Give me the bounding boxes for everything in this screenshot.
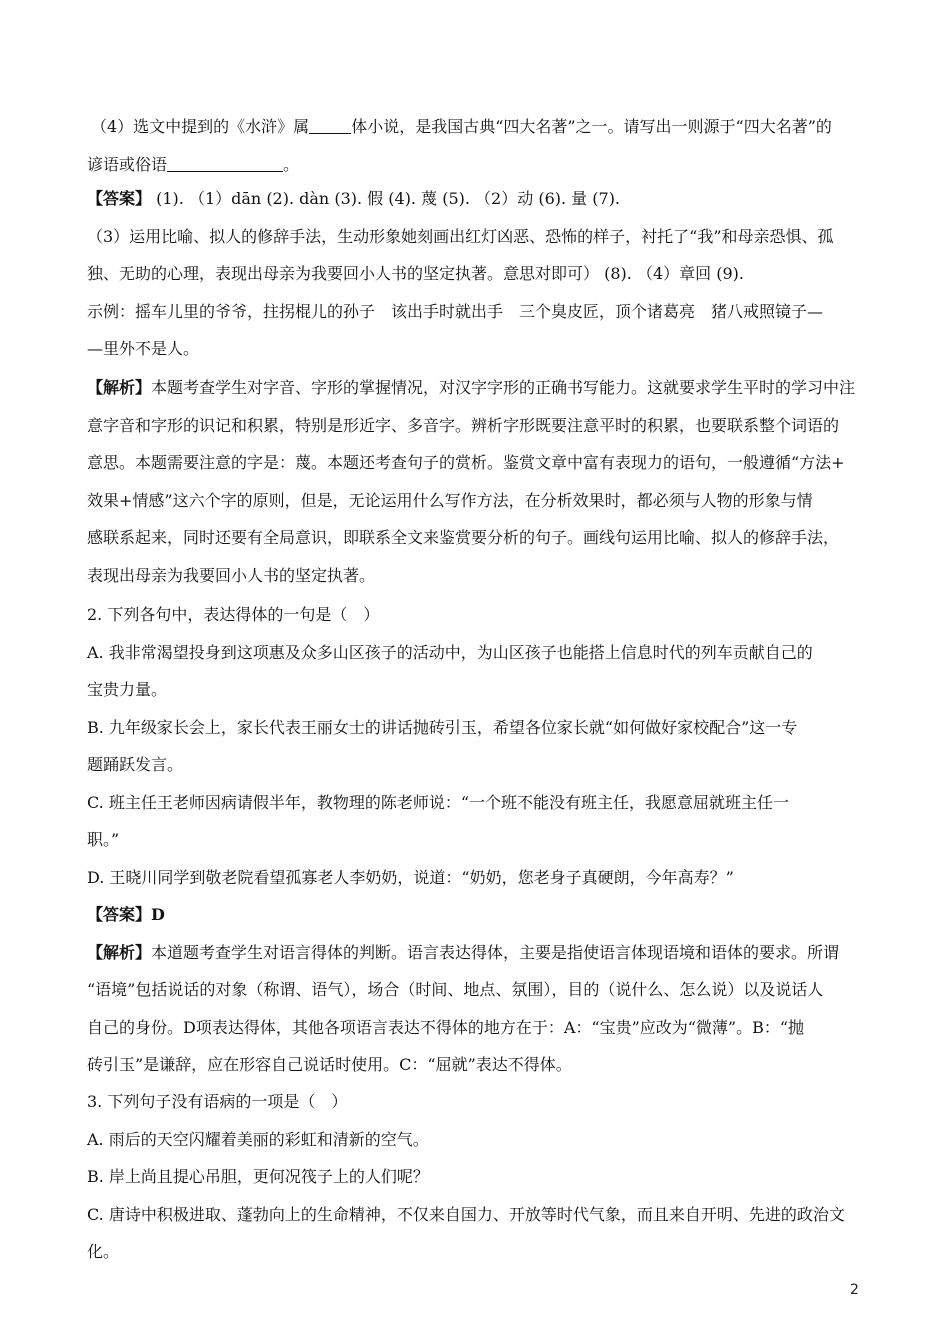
answer-item: (2). dàn xyxy=(266,189,330,208)
question-2 xyxy=(87,596,863,1084)
question-2-option-a: A. 我非常渴望投身到这项惠及众多山区孩子的活动中，为山区孩子也能搭上信息时代的列车贡献自己的 xyxy=(87,642,813,662)
question-3-option-c: C. 唐诗中积极进取、蓬勃向上的生命精神，不仅来自国力、开放等时代气象，而且来自开明、先进的政治文 xyxy=(87,1204,845,1224)
question-3-option-c-cont: 化。 xyxy=(87,1242,120,1261)
analysis-1-line-2: 意字音和字形的识记和积累，特别是形近字、多音字。辨析字形既要注意平时的积累，也要联系整个词语的 xyxy=(87,415,840,435)
answer-item: (3). 假 xyxy=(334,189,384,208)
answer-item: (7). xyxy=(592,189,621,208)
analysis-2-line-3: 自己的身份。D项表达得体，其他各项语言表达不得体的地方在于：A：“宝贵”应改为“微薄”。B：“抛 xyxy=(87,1017,805,1037)
answer-1-line-2: （3）运用比喻、拟人的修辞手法，生动形象她刻画出红灯凶恶、恐怖的样子，衬托了“我”和母亲恐惧、孤 xyxy=(87,226,834,246)
question-3-stem: 3. 下列句子没有语病的一项是（ ） xyxy=(87,1092,348,1111)
analysis-text: 本题考查学生对字音、字形的掌握情况，对汉字字形的正确书写能力。这就要求学生平时的学习中注 xyxy=(151,378,856,397)
q1-part4-text-d: 。 xyxy=(283,154,300,174)
q1-part4-text-a: （4）选文中提到的《水浒》属 xyxy=(91,117,310,136)
question-2-option-b-cont: 题踊跃发言。 xyxy=(87,755,184,774)
analysis-label: 【解析】 xyxy=(87,378,152,397)
answer-1-line-1 xyxy=(87,180,863,218)
analysis-2-line-1 xyxy=(87,934,863,972)
answer-item: (6). 量 xyxy=(538,189,588,208)
answer-item: (1). （1）dān xyxy=(156,189,262,208)
question-2-option-c-cont: 职。” xyxy=(87,830,120,849)
question-1-part-4 xyxy=(87,108,863,183)
q1-part4-text-b: 体小说，是我国古典“四大名著”之一。请写出一则源于“四大名著”的 xyxy=(351,117,832,136)
question-2-option-b: B. 九年级家长会上，家长代表王丽女士的讲话抛砖引玉，希望各位家长就“如何做好家校配合”这一专 xyxy=(87,717,798,737)
blank-underline xyxy=(167,155,283,172)
analysis-1-line-4: 效果+情感”这六个字的原则，但是，无论运用什么写作方法，在分析效果时，都必须与人物的形象与情 xyxy=(87,490,813,510)
answer-text: 独、无助的心理，表现出母亲为我要回小人书的坚定执著。意思对即可） xyxy=(87,264,600,283)
answer-1 xyxy=(87,180,863,368)
answer-label: 【答案】 xyxy=(87,189,152,208)
question-3-option-b: B. 岸上尚且提心吊胆，更何况筏子上的人们呢？ xyxy=(87,1167,429,1186)
analysis-2-line-2: “语境”包括说话的对象（称谓、语气），场合（时间、地点、氛围），目的（说什么、怎么说）以及说话人 xyxy=(87,980,824,999)
blank-underline xyxy=(309,117,351,134)
answer-1-line-3 xyxy=(87,255,863,293)
q1-part4-text-c: 谚语或俗语 xyxy=(87,154,168,174)
answer-item: (8). （4）章回 xyxy=(604,264,712,283)
question-2-stem: 2. 下列各句中，表达得体的一句是（ ） xyxy=(87,605,380,624)
answer-item: (9). xyxy=(716,264,744,283)
analysis-2-line-4: 砖引玉”是谦辞，应在形容自己说话时使用。C：“屈就”表达不得体。 xyxy=(87,1055,572,1074)
question-3-option-a: A. 雨后的天空闪耀着美丽的彩虹和清新的空气。 xyxy=(87,1129,429,1149)
analysis-label: 【解析】 xyxy=(87,942,152,962)
analysis-1-line-1 xyxy=(87,369,863,407)
q1-part4-line-2 xyxy=(87,146,863,184)
answer-1-line-5: —里外不是人。 xyxy=(87,339,200,358)
q1-part4-line-1 xyxy=(87,108,863,146)
question-2-option-c: C. 班主任王老师因病请假半年，教物理的陈老师说：“一个班不能没有班主任，我愿意屈就班主任一 xyxy=(87,792,790,812)
analysis-1-line-5: 感联系起来，同时还要有全局意识，即联系全文来鉴赏要分析的句子。画线句运用比喻、拟人的修辞手法， xyxy=(87,528,840,547)
page-number: 2 xyxy=(850,1282,859,1298)
analysis-1-line-3: 意思。本题需要注意的字是：蔑。本题还考查句子的赏析。鉴赏文章中富有表现力的语句，一般遵循“方法+ xyxy=(87,453,845,472)
analysis-1 xyxy=(87,369,863,594)
analysis-text: 本道题考查学生对语言得体的判断。语言表达得体，主要是指使语言体现语境和语体的要求。所谓 xyxy=(151,942,840,962)
question-3 xyxy=(87,1083,863,1271)
answer-item: (5). （2）动 xyxy=(442,189,534,208)
answer-1-line-4: 示例：摇车儿里的爷爷，拄拐棍儿的孙子 该出手时就出手 三个臭皮匠，顶个诸葛亮 猪八戒照镜子— xyxy=(87,301,824,321)
answer-item: (4). 蔑 xyxy=(388,189,438,208)
question-2-option-d: D. 王晓川同学到敬老院看望孤寡老人李奶奶，说道：“奶奶，您老身子真硬朗，今年高寿？” xyxy=(87,867,734,887)
question-2-option-a-cont: 宝贵力量。 xyxy=(87,680,168,699)
question-2-answer: 【答案】D xyxy=(87,905,165,924)
analysis-1-line-6: 表现出母亲为我要回小人书的坚定执著。 xyxy=(87,565,376,585)
